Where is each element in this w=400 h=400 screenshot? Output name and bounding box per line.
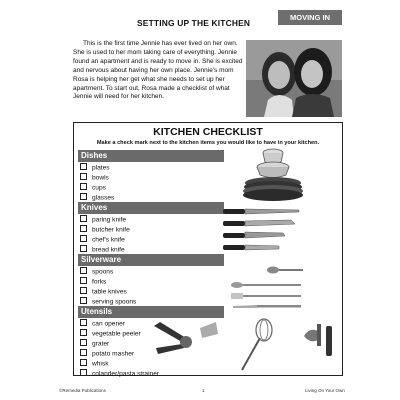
list-item[interactable]: spoons [80, 267, 136, 277]
checkbox[interactable] [80, 287, 87, 294]
dishes-list [80, 163, 114, 203]
checkbox[interactable] [80, 339, 87, 346]
section-heading-silverware: Silverware [78, 254, 224, 266]
checkbox[interactable] [80, 163, 87, 170]
list-item[interactable]: can opener [80, 319, 159, 329]
list-item[interactable]: glasses [80, 193, 114, 203]
checkbox[interactable] [80, 215, 87, 222]
checkbox[interactable] [80, 173, 87, 180]
list-item[interactable]: serving spoons [80, 297, 136, 307]
list-item[interactable]: colander/pasta strainer [80, 369, 159, 379]
list-item[interactable]: bread knife [80, 245, 130, 255]
footer-publisher: ©Remedia Publications [59, 388, 106, 393]
footer-page-number: 1 [202, 388, 205, 393]
section-heading-knives: Knives [78, 202, 224, 214]
silverware-illustration [229, 263, 309, 313]
section-heading-utensils: Utensils [78, 306, 224, 318]
list-item[interactable]: butcher knife [80, 225, 130, 235]
mother-daughter-photo [246, 40, 342, 117]
checkbox[interactable] [80, 369, 87, 376]
list-item[interactable]: forks [80, 277, 136, 287]
section-badge: MOVING IN [278, 10, 342, 25]
utensils-illustration [152, 318, 342, 376]
checkbox[interactable] [80, 277, 87, 284]
checkbox[interactable] [80, 235, 87, 242]
checkbox[interactable] [80, 319, 87, 326]
page-title: SETTING UP THE KITCHEN [137, 18, 251, 28]
intro-text: This is the first time Jennie has ever lived on her own. She is used to her mom taking care of everything. Jennie found an apartment and is ready to move in. She is excited and nervous about having her own place. Jennie's mom Rosa is helping her get what she needs to set up her apartment. To start out, Rosa made a checklist of what Jennie will need for her kitchen. [73, 40, 243, 101]
knives-list [80, 215, 130, 255]
list-item[interactable]: potato masher [80, 349, 159, 359]
knives-illustration [221, 205, 303, 260]
kitchen-checklist [73, 122, 343, 376]
checkbox[interactable] [80, 267, 87, 274]
checkbox[interactable] [80, 359, 87, 366]
silverware-list [80, 267, 136, 307]
list-item[interactable]: vegetable peeler [80, 329, 159, 339]
list-item[interactable]: cups [80, 183, 114, 193]
list-item[interactable]: grater [80, 339, 159, 349]
checkbox[interactable] [80, 297, 87, 304]
utensils-list [80, 319, 159, 378]
checkbox[interactable] [80, 329, 87, 336]
checklist-instructions: Make a check mark next to the kitchen items you would like to have in your kitchen. [96, 140, 320, 146]
footer-book-title: Living On Your Own [305, 388, 345, 393]
checkbox[interactable] [80, 225, 87, 232]
list-item[interactable]: whisk [80, 359, 159, 369]
list-item[interactable]: paring knife [80, 215, 130, 225]
checkbox[interactable] [80, 193, 87, 200]
dishes-stack-illustration [242, 147, 304, 203]
checkbox[interactable] [80, 349, 87, 356]
checkbox[interactable] [80, 183, 87, 190]
checkbox[interactable] [80, 245, 87, 252]
list-item[interactable]: plates [80, 163, 114, 173]
intro-paragraph [73, 40, 243, 102]
list-item[interactable]: bowls [80, 173, 114, 183]
checklist-title: KITCHEN CHECKLIST [153, 126, 263, 138]
list-item[interactable]: chef's knife [80, 235, 130, 245]
list-item[interactable]: table knives [80, 287, 136, 297]
section-heading-dishes: Dishes [78, 150, 224, 162]
